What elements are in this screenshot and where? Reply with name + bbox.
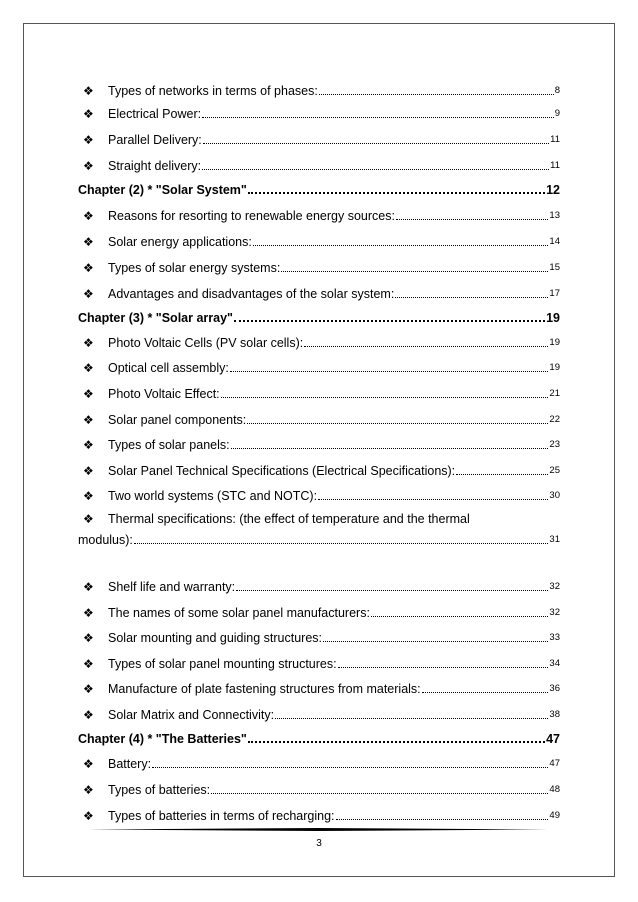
toc-entry-page: 38 bbox=[549, 709, 560, 720]
diamond-bullet-icon: ❖ bbox=[83, 512, 94, 526]
dot-leader bbox=[422, 691, 549, 693]
diamond-bullet-icon: ❖ bbox=[83, 133, 94, 147]
toc-entry-title: Solar energy applications: bbox=[108, 235, 252, 249]
toc-entry[interactable] bbox=[78, 229, 560, 249]
toc-entry-page: 11 bbox=[550, 160, 560, 171]
toc-entry-title: Straight delivery: bbox=[108, 159, 202, 173]
diamond-bullet-icon: ❖ bbox=[83, 580, 94, 594]
toc-entry[interactable] bbox=[78, 203, 560, 223]
toc-entry-page: 32 bbox=[549, 607, 560, 618]
diamond-bullet-icon: ❖ bbox=[83, 209, 94, 223]
toc-chapter-title: Chapter (3) * "Solar array" bbox=[78, 311, 233, 325]
toc-entry-title: Electrical Power: bbox=[108, 107, 202, 121]
toc-entry-title: Two world systems (STC and NOTC): bbox=[108, 489, 318, 503]
toc-chapter-page: 12 bbox=[546, 183, 560, 197]
toc-chapter-title: Chapter (4) * "The Batteries" bbox=[78, 732, 247, 746]
dot-leader bbox=[396, 218, 548, 220]
toc-entry-title: Solar mounting and guiding structures: bbox=[108, 631, 323, 645]
dot-leader bbox=[319, 93, 554, 95]
dot-leader bbox=[203, 142, 549, 144]
toc-entry-page: 47 bbox=[549, 758, 560, 769]
toc-entry[interactable] bbox=[78, 355, 560, 375]
toc-entry-title: Types of solar panels: bbox=[108, 438, 230, 452]
dot-leader bbox=[202, 116, 554, 118]
diamond-bullet-icon: ❖ bbox=[83, 336, 94, 350]
toc-entry[interactable] bbox=[78, 281, 560, 301]
toc-entry-page: 11 bbox=[550, 134, 560, 145]
diamond-bullet-icon: ❖ bbox=[83, 464, 94, 478]
toc-entry-title: The names of some solar panel manufacturers: bbox=[108, 606, 370, 620]
toc-entry[interactable] bbox=[78, 407, 560, 427]
diamond-bullet-icon: ❖ bbox=[83, 682, 94, 696]
dot-leader bbox=[371, 615, 548, 617]
diamond-bullet-icon: ❖ bbox=[83, 438, 94, 452]
dot-leader bbox=[202, 168, 549, 170]
diamond-bullet-icon: ❖ bbox=[83, 261, 94, 275]
toc-entry-title: Manufacture of plate fastening structures from materials: bbox=[108, 682, 421, 696]
toc-entry[interactable] bbox=[78, 127, 560, 147]
toc-entry[interactable] bbox=[78, 458, 560, 478]
toc-entry[interactable] bbox=[78, 432, 560, 452]
toc-entry-page: 8 bbox=[554, 85, 560, 96]
dot-leader bbox=[338, 666, 549, 668]
toc-entry[interactable] bbox=[78, 574, 560, 594]
dot-leader bbox=[275, 717, 548, 719]
toc-entry-title: Solar Matrix and Connectivity: bbox=[108, 708, 275, 722]
toc-entry-title: Types of batteries: bbox=[108, 783, 211, 797]
toc-entry-title: Reasons for resorting to renewable energy sources: bbox=[108, 209, 395, 223]
toc-entry[interactable] bbox=[78, 777, 560, 797]
toc-entry-title: Optical cell assembly: bbox=[108, 361, 229, 375]
toc-entry-page: 23 bbox=[549, 439, 560, 450]
dot-leader bbox=[336, 818, 549, 820]
dot-leader bbox=[318, 498, 548, 500]
toc-entry-page: 48 bbox=[549, 784, 560, 795]
diamond-bullet-icon: ❖ bbox=[83, 361, 94, 375]
toc-entry-page: 33 bbox=[549, 632, 560, 643]
toc-entry-title: Types of batteries in terms of recharging: bbox=[108, 809, 335, 823]
dot-leader bbox=[395, 296, 548, 298]
toc-entry[interactable] bbox=[78, 153, 560, 173]
toc-entry-title: Parallel Delivery: bbox=[108, 133, 202, 147]
diamond-bullet-icon: ❖ bbox=[83, 657, 94, 671]
toc-entry-title: Solar Panel Technical Specifications (Electrical Specifications): bbox=[108, 464, 456, 478]
toc-entry-page: 36 bbox=[549, 683, 560, 694]
dot-leader bbox=[247, 422, 548, 424]
toc-entry[interactable] bbox=[78, 255, 560, 275]
toc-entry-title: Advantages and disadvantages of the solar system: bbox=[108, 287, 395, 301]
footer-divider bbox=[88, 828, 548, 831]
diamond-bullet-icon: ❖ bbox=[83, 107, 94, 121]
dot-leader bbox=[231, 447, 549, 449]
toc-entry[interactable] bbox=[78, 751, 560, 771]
toc-entry-page: 9 bbox=[554, 108, 560, 119]
dot-leader bbox=[456, 473, 548, 475]
dot-leader bbox=[211, 792, 548, 794]
toc-entry[interactable] bbox=[78, 600, 560, 620]
toc-entry-page: 25 bbox=[549, 465, 560, 476]
diamond-bullet-icon: ❖ bbox=[83, 708, 94, 722]
dot-leader bbox=[304, 345, 548, 347]
toc-entry[interactable] bbox=[78, 78, 560, 98]
diamond-bullet-icon: ❖ bbox=[83, 489, 94, 503]
toc-entry-page: 15 bbox=[549, 262, 560, 273]
toc-entry-title-line2: modulus): bbox=[78, 533, 133, 547]
diamond-bullet-icon: ❖ bbox=[83, 783, 94, 797]
toc-entry-title: Types of solar panel mounting structures: bbox=[108, 657, 337, 671]
toc-entry-title: Photo Voltaic Cells (PV solar cells): bbox=[108, 336, 304, 350]
diamond-bullet-icon: ❖ bbox=[83, 235, 94, 249]
toc-entry-multiline[interactable] bbox=[78, 506, 560, 526]
dot-leader bbox=[236, 589, 548, 591]
toc-entry[interactable] bbox=[78, 676, 560, 696]
diamond-bullet-icon: ❖ bbox=[83, 606, 94, 620]
toc-entry[interactable] bbox=[78, 483, 560, 503]
toc-entry[interactable] bbox=[78, 101, 560, 121]
dot-leader bbox=[234, 319, 545, 322]
diamond-bullet-icon: ❖ bbox=[83, 387, 94, 401]
toc-entry-page: 22 bbox=[549, 414, 560, 425]
toc-entry-multiline-cont[interactable] bbox=[78, 527, 560, 547]
toc-entry-page: 19 bbox=[549, 337, 560, 348]
dot-leader bbox=[221, 396, 549, 398]
diamond-bullet-icon: ❖ bbox=[83, 287, 94, 301]
toc-entry-page: 21 bbox=[549, 388, 560, 399]
dot-leader bbox=[248, 740, 545, 743]
dot-leader bbox=[152, 766, 548, 768]
toc-entry[interactable] bbox=[78, 381, 560, 401]
dot-leader bbox=[281, 270, 548, 272]
toc-entry-title: Shelf life and warranty: bbox=[108, 580, 236, 594]
toc-chapter[interactable] bbox=[78, 726, 560, 746]
toc-entry-page: 49 bbox=[549, 810, 560, 821]
toc-entry[interactable] bbox=[78, 651, 560, 671]
dot-leader bbox=[253, 244, 549, 246]
diamond-bullet-icon: ❖ bbox=[83, 413, 94, 427]
toc-chapter-page: 19 bbox=[546, 311, 560, 325]
toc-entry-page: 17 bbox=[549, 288, 560, 299]
toc-entry-page: 34 bbox=[549, 658, 560, 669]
toc-entry-title: Types of solar energy systems: bbox=[108, 261, 281, 275]
toc-entry-title: Solar panel components: bbox=[108, 413, 247, 427]
toc-chapter-page: 47 bbox=[546, 732, 560, 746]
toc-entry[interactable] bbox=[78, 330, 560, 350]
dot-leader bbox=[134, 542, 549, 544]
toc-chapter[interactable] bbox=[78, 305, 560, 325]
toc-entry-title: Photo Voltaic Effect: bbox=[108, 387, 220, 401]
toc-entry-page: 14 bbox=[549, 236, 560, 247]
diamond-bullet-icon: ❖ bbox=[83, 84, 94, 98]
dot-leader bbox=[323, 640, 548, 642]
toc-entry[interactable] bbox=[78, 702, 560, 722]
toc-entry-page: 13 bbox=[549, 210, 560, 221]
diamond-bullet-icon: ❖ bbox=[83, 757, 94, 771]
diamond-bullet-icon: ❖ bbox=[83, 159, 94, 173]
diamond-bullet-icon: ❖ bbox=[83, 631, 94, 645]
toc-entry-page: 30 bbox=[549, 490, 560, 501]
page-number: 3 bbox=[316, 838, 322, 849]
toc-entry[interactable] bbox=[78, 803, 560, 823]
toc-entry-page: 32 bbox=[549, 581, 560, 592]
toc-entry-page: 19 bbox=[549, 362, 560, 373]
toc-chapter-title: Chapter (2) * "Solar System" bbox=[78, 183, 247, 197]
dot-leader bbox=[230, 370, 549, 372]
diamond-bullet-icon: ❖ bbox=[83, 809, 94, 823]
dot-leader bbox=[248, 191, 545, 194]
toc-entry-title: Types of networks in terms of phases: bbox=[108, 84, 318, 98]
toc-entry-title-line1: Thermal specifications: (the effect of temperature and the thermal bbox=[108, 512, 470, 526]
toc-entry-page: 31 bbox=[549, 534, 560, 545]
toc-entry[interactable] bbox=[78, 625, 560, 645]
toc-chapter[interactable] bbox=[78, 177, 560, 197]
toc-entry-title: Battery: bbox=[108, 757, 152, 771]
